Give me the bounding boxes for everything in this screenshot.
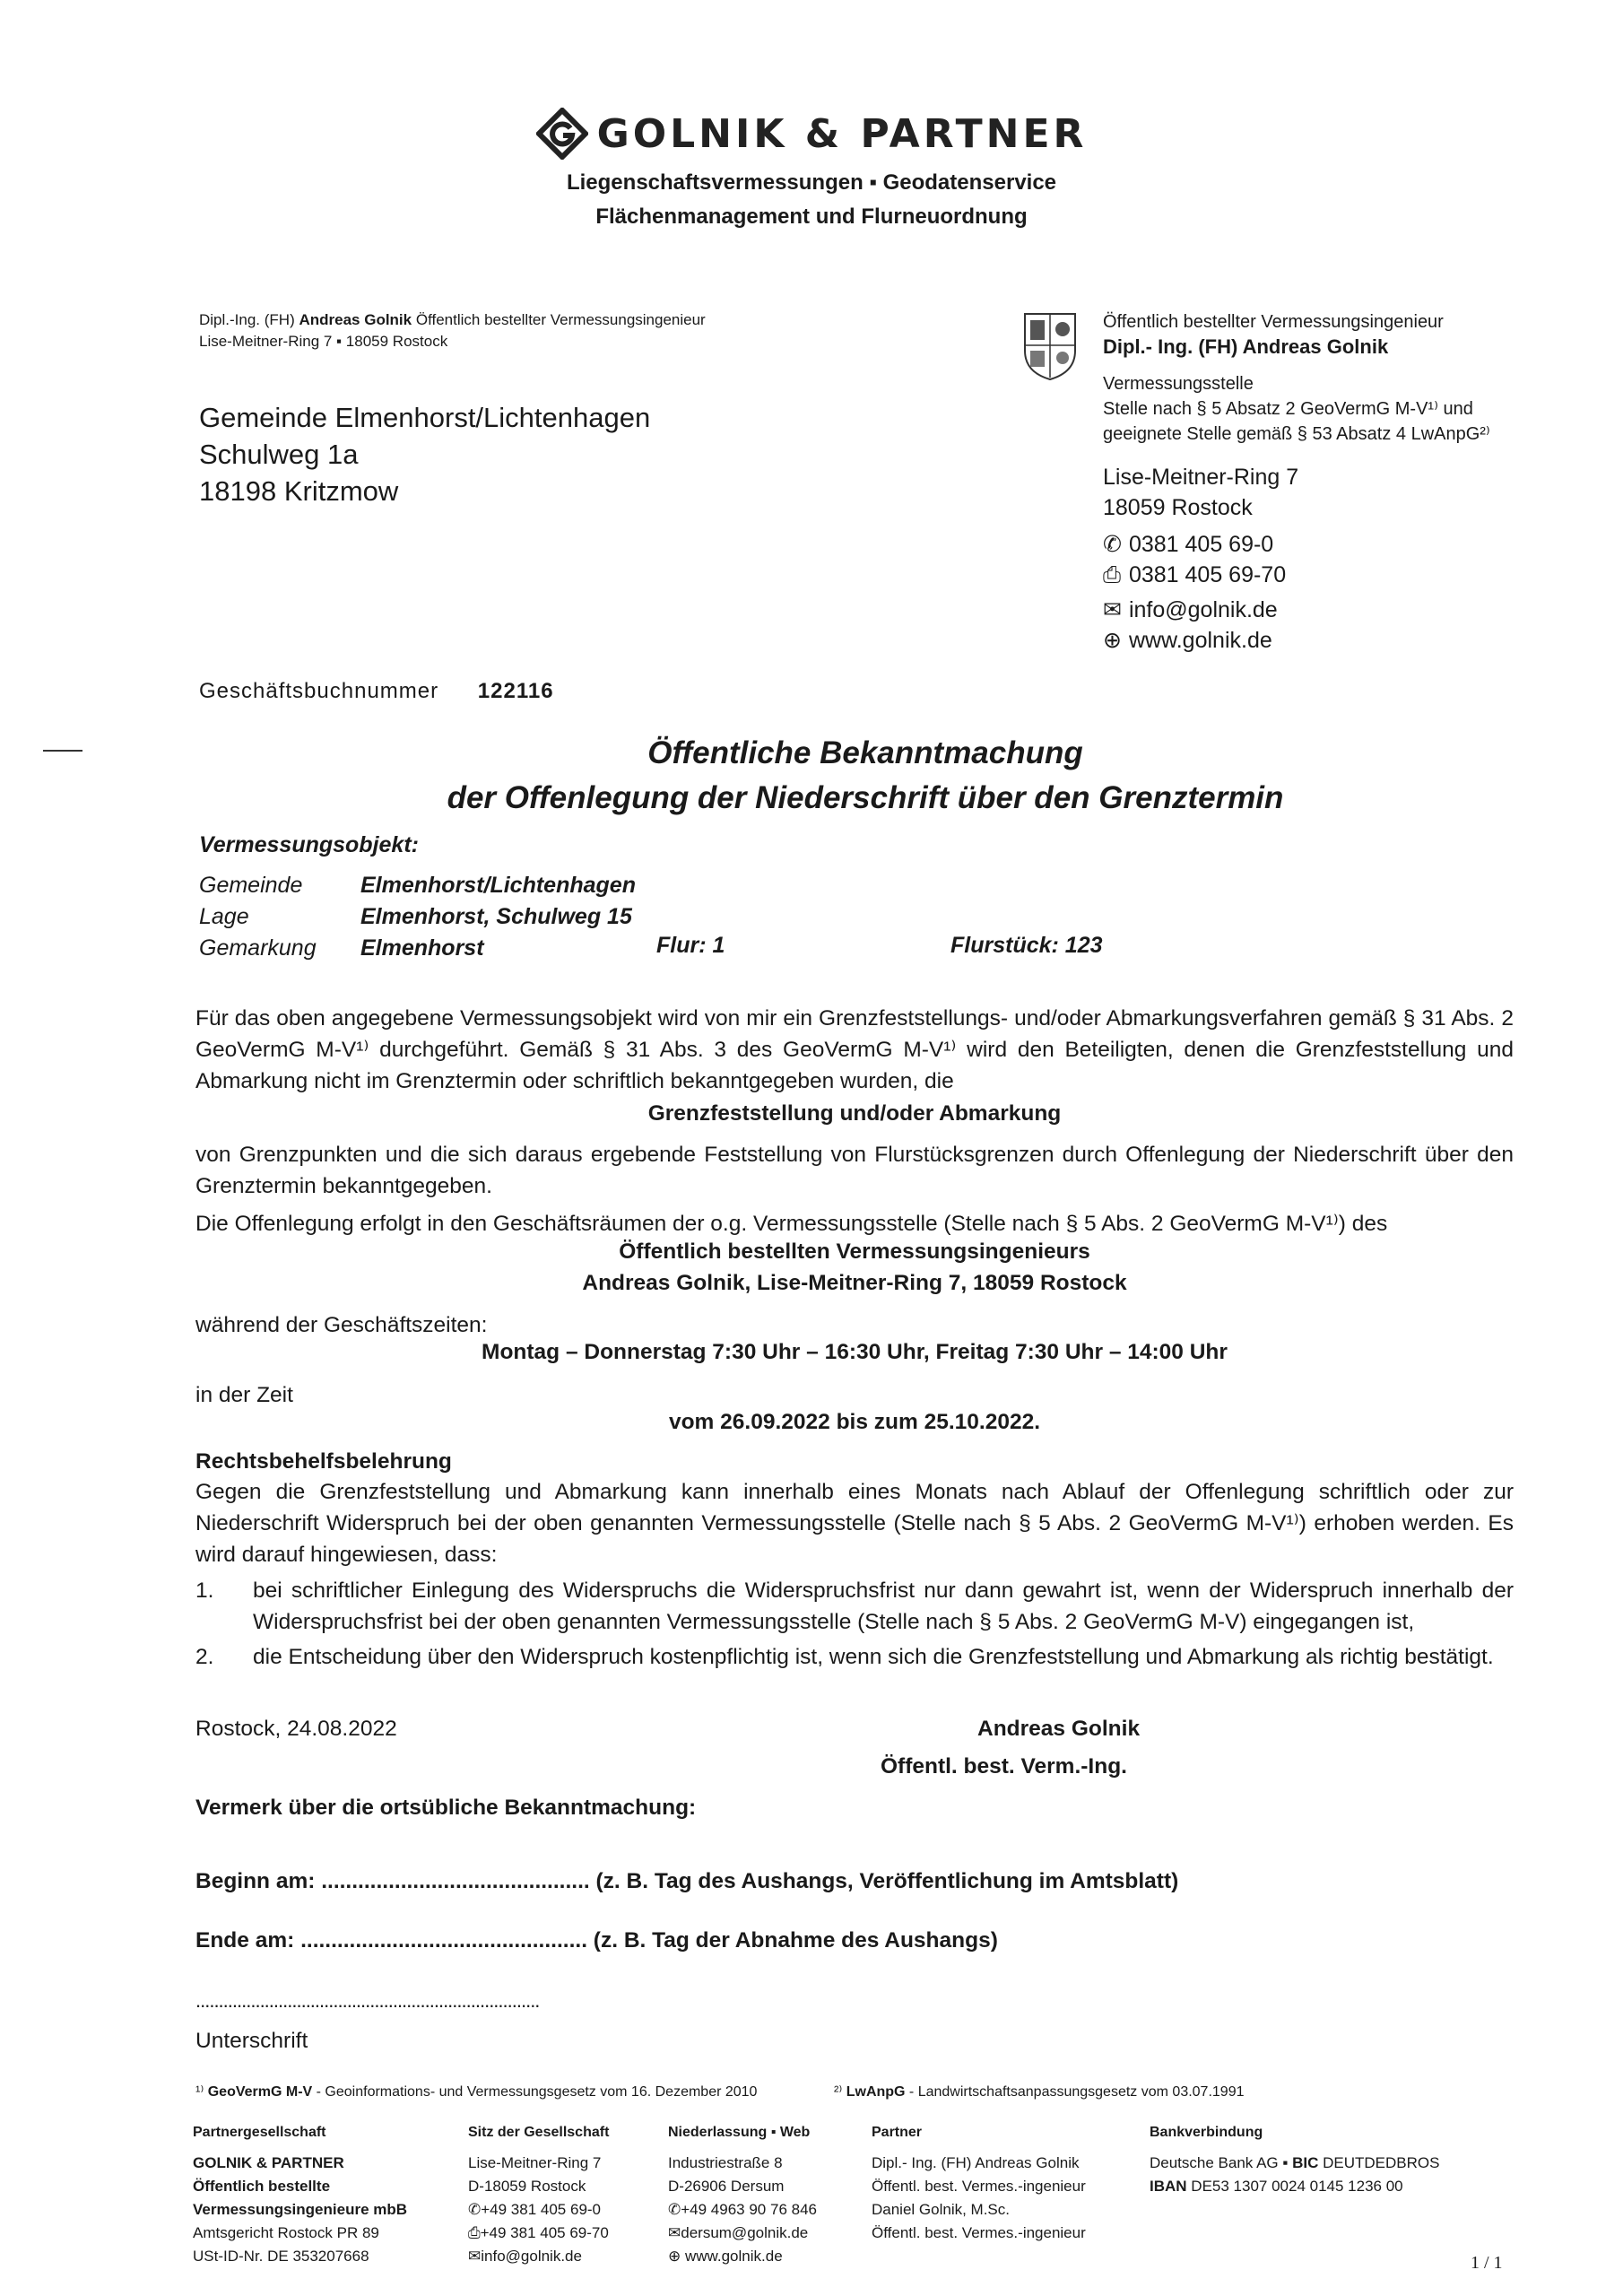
recipient-address (199, 399, 650, 509)
body-paragraph-5: in der Zeit (195, 1383, 293, 1407)
footnote-text: - Geoinformations- und Vermessungsgesetz vom 16. Dezember 2010 (312, 2084, 758, 2100)
tagline-1: Liegenschaftsvermessungen ▪ Geodatenservice (566, 170, 1057, 195)
footer-line: DE53 1307 0024 0145 1236 00 (1186, 2178, 1403, 2195)
footnote-mark: ²⁾ (834, 2084, 843, 2100)
object-value: Elmenhorst, Schulweg 15 (360, 904, 632, 929)
object-flurstueck: Flurstück: 123 (950, 933, 1103, 958)
office-role-line: Stelle nach § 5 Absatz 2 GeoVermG M-V¹⁾ und (1103, 399, 1473, 419)
globe-icon: ⊕ (668, 2248, 681, 2265)
footer-col-partner (872, 2121, 1086, 2245)
body-center-5: vom 26.09.2022 bis zum 25.10.2022. (668, 1410, 1041, 1434)
body-center-3: Andreas Golnik, Lise-Meitner-Ring 7, 18059 Rostock (582, 1271, 1127, 1295)
company-logo-icon (536, 108, 588, 160)
sender-prefix: Dipl.-Ing. (FH) (199, 311, 295, 328)
footer-line: GOLNIK & PARTNER (193, 2154, 344, 2171)
body-center-4: Montag – Donnerstag 7:30 Uhr – 16:30 Uhr, Freitag 7:30 Uhr – 14:00 Uhr (482, 1340, 1228, 1364)
recipient-line: Gemeinde Elmenhorst/Lichtenhagen (199, 402, 651, 433)
footnote-abbr: GeoVermG M-V (207, 2084, 313, 2100)
body-center-1: Grenzfeststellung und/oder Abmarkung (647, 1101, 1062, 1126)
letterhead (0, 108, 1623, 164)
office-city: 18059 Rostock (1103, 495, 1253, 520)
company-name: GOLNIK & PARTNER (596, 110, 1088, 157)
phone-icon: ✆ (468, 2201, 482, 2218)
footer-line: Industriestraße 8 (668, 2154, 783, 2171)
footer-line: Öffentl. best. Vermes.-ingenieur (872, 2224, 1086, 2241)
footer-line: info@golnik.de (481, 2248, 582, 2265)
object-key: Lage (199, 904, 249, 929)
sender-address: Lise-Meitner-Ring 7 ▪ 18059 Rostock (199, 333, 448, 350)
signature-title: Öffentl. best. Verm.-Ing. (881, 1754, 1127, 1779)
footer-line: dersum@golnik.de (681, 2224, 809, 2241)
object-flur: Flur: 1 (656, 933, 725, 958)
notice-heading: Vermerk über die ortsübliche Bekanntmachung: (195, 1796, 697, 1820)
object-key: Gemeinde (199, 873, 303, 898)
footer-line: D-18059 Rostock (468, 2178, 586, 2195)
heading-line-1: Öffentliche Bekanntmachung (647, 735, 1083, 770)
office-role-line: Vermessungsstelle (1103, 374, 1254, 394)
body-paragraph-3: Die Offenlegung erfolgt in den Geschäftsräumen der o.g. Vermessungsstelle (Stelle nach § 5 Abs. 2 GeoVermG M-V¹⁾) des (195, 1212, 1388, 1236)
mail-icon: ✉ (668, 2224, 681, 2241)
body-center-2: Öffentlich bestellten Vermessungsingenieurs (619, 1239, 1090, 1264)
office-role-line: geeignete Stelle gemäß § 53 Absatz 4 LwAnpG²⁾ (1103, 424, 1490, 444)
footer-heading: Niederlassung ▪ Web (668, 2125, 811, 2140)
globe-icon: ⊕ (1103, 628, 1122, 653)
footer-label: BIC (1292, 2154, 1319, 2171)
page-number: 1 / 1 (1471, 2253, 1503, 2273)
phone-icon: ✆ (668, 2201, 681, 2218)
footer-line: USt-ID-Nr. DE 353207668 (193, 2248, 369, 2265)
reference (199, 679, 554, 704)
coat-of-arms-icon (1022, 311, 1078, 381)
footnote-2 (834, 2083, 1245, 2100)
signature-name: Andreas Golnik (977, 1717, 1141, 1741)
recipient-line: 18198 Kritzmow (199, 475, 399, 507)
object-value: Elmenhorst/Lichtenhagen (360, 873, 636, 898)
sender-title: Öffentlich bestellter Vermessungsingenieur (415, 311, 706, 328)
footer-col-seat (468, 2121, 609, 2268)
office-address (1103, 462, 1298, 523)
footer-col-partnership (193, 2121, 407, 2268)
footer-heading: Sitz der Gesellschaft (468, 2125, 610, 2140)
legal-heading: Rechtsbehelfsbelehrung (195, 1449, 452, 1474)
signature-dots: ........................................................................... (195, 1989, 540, 2012)
footer-line: Öffentl. best. Vermes.-ingenieur (872, 2178, 1086, 2195)
legal-item-number: 1. (195, 1578, 214, 1603)
heading-line-2: der Offenlegung der Niederschrift über den Grenztermin (447, 780, 1284, 815)
office-street: Lise-Meitner-Ring 7 (1103, 465, 1299, 490)
footer-col-bank (1150, 2121, 1439, 2198)
footer-col-branch (668, 2121, 817, 2268)
footer-line: +49 4963 90 76 846 (681, 2201, 817, 2218)
body-paragraph-2: von Grenzpunkten und die sich daraus ergebende Feststellung von Flurstücksgrenzen durch Offenlegung der Niederschrift über den Grenztermin bekanntgegeben. (195, 1143, 1514, 1198)
office-web: www.golnik.de (1128, 628, 1272, 653)
office-email: info@golnik.de (1128, 597, 1278, 622)
signature-label: Unterschrift (195, 2029, 308, 2053)
footer-line: Deutsche Bank AG ▪ (1150, 2154, 1293, 2171)
footer-line: Dipl.- Ing. (FH) Andreas Golnik (872, 2154, 1080, 2171)
footnote-text: - Landwirtschaftsanpassungsgesetz vom 03.07.1991 (905, 2084, 1245, 2100)
mail-icon: ✉ (468, 2248, 482, 2265)
footer-line: Amtsgericht Rostock PR 89 (193, 2224, 379, 2241)
footer-line: D-26906 Dersum (668, 2178, 785, 2195)
object-table (199, 870, 636, 964)
office-contact (1103, 529, 1286, 656)
footer-line: DEUTDEDBROS (1318, 2154, 1440, 2171)
legal-item-number: 2. (195, 1645, 214, 1669)
legal-item-text: bei schriftlicher Einlegung des Widerspruchs die Widerspruchsfrist nur dann gewahrt ist, wenn der Widerspruch innerhalb der Widerspruchsfrist bei der oben genannten Vermessungsstelle (Stelle nach § 5 Abs. 2 GeoVermG M-V) eingegangen ist, (253, 1578, 1514, 1634)
place-date: Rostock, 24.08.2022 (195, 1717, 397, 1741)
recipient-line: Schulweg 1a (199, 439, 359, 470)
object-label: Vermessungsobjekt: (199, 832, 419, 857)
fax-icon: ⎙ (468, 2224, 481, 2241)
footer-line: Vermessungsingenieure mbB (193, 2201, 408, 2218)
legal-item-1 (195, 1575, 1514, 1638)
footnote-1 (195, 2083, 757, 2100)
body-paragraph-1: Für das oben angegebene Vermessungsobjekt wird von mir ein Grenzfeststellungs- und/oder Abmarkungsverfahren gemäß § 31 Abs. 2 GeoVermG M-V¹⁾ durchgeführt. Gemäß § 31 Abs. 3 des GeoVermG M-V¹⁾ wird den Beteiligten, denen die Grenzfeststellung und Abmarkung nicht im Grenztermin oder schriftlich bekanntgegeben wurden, die (195, 1006, 1514, 1093)
footnote-mark: ¹⁾ (195, 2084, 204, 2100)
reference-value: 122116 (477, 679, 554, 703)
reference-label: Geschäftsbuchnummer (199, 679, 439, 703)
office-fax: 0381 405 69-70 (1128, 562, 1287, 587)
footnote-abbr: LwAnpG (846, 2084, 906, 2100)
footer-heading: Partnergesellschaft (193, 2125, 326, 2140)
notice-end: Ende am: ............................................... (z. B. Tag der Abnahme des Aushangs) (195, 1928, 998, 1952)
footer-line: Daniel Golnik, M.Sc. (872, 2201, 1010, 2218)
mail-icon: ✉ (1103, 597, 1122, 622)
sender-name: Andreas Golnik (299, 311, 412, 328)
footer-line: Lise-Meitner-Ring 7 (468, 2154, 602, 2171)
footer-label: IBAN (1150, 2178, 1187, 2195)
office-name: Dipl.- Ing. (FH) Andreas Golnik (1103, 335, 1389, 358)
legal-text: Gegen die Grenzfeststellung und Abmarkung kann innerhalb eines Monats nach Ablauf der Offenlegung schriftlich oder zur Niederschrift Widerspruch bei der oben genannten Vermessungsstelle (Stelle nach § 5 Abs. 2 GeoVermG M-V¹⁾) erhoben werden. Es wird darauf hingewiesen, dass: (195, 1480, 1514, 1567)
legal-item-text: die Entscheidung über den Widerspruch kostenpflichtig ist, wenn sich die Grenzfeststellung und Abmarkung als richtig bestätigt. (253, 1645, 1494, 1669)
footer-line: +49 381 405 69-70 (480, 2224, 609, 2241)
office-title: Öffentlich bestellter Vermessungsingenieur (1103, 312, 1444, 332)
fax-icon: ⎙ (1103, 562, 1122, 587)
sender-line (199, 309, 706, 352)
notice-begin: Beginn am: ............................................ (z. B. Tag des Aushangs, Veröffentlichung im Amtsblatt) (195, 1869, 1179, 1893)
object-key: Gemarkung (199, 935, 317, 961)
office-role (1103, 371, 1490, 447)
body-paragraph-4: während der Geschäftszeiten: (195, 1313, 488, 1337)
footer-heading: Bankverbindung (1150, 2125, 1263, 2140)
legal-item-2 (195, 1641, 1514, 1673)
footer-line: Öffentlich bestellte (193, 2178, 331, 2195)
footer-line: www.golnik.de (684, 2248, 783, 2265)
phone-icon: ✆ (1103, 532, 1122, 557)
footer-heading: Partner (872, 2125, 923, 2140)
footer-line: +49 381 405 69-0 (481, 2201, 602, 2218)
object-value: Elmenhorst (360, 935, 484, 961)
tagline-2: Flächenmanagement und Flurneuordnung (595, 204, 1028, 229)
office-phone: 0381 405 69-0 (1128, 532, 1274, 557)
